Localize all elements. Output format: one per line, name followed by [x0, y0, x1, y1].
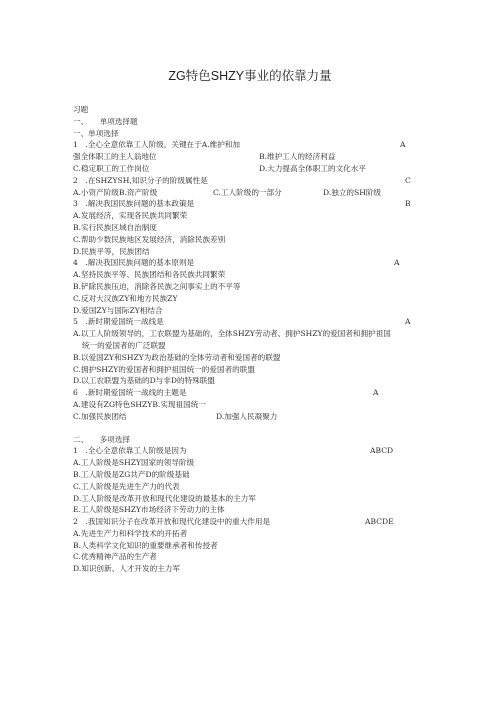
section-2-header: 二、 多项选择 — [73, 434, 130, 444]
multi-question-2-option-d: D.知识创新、人才开发的主力军 — [73, 564, 180, 574]
document-body — [73, 104, 440, 575]
multi-question-2-option-c: C.优秀精神产品的生产者 — [73, 552, 157, 562]
question-3-stem: 3 .解决我国民族问题的基本政策是 — [73, 199, 195, 209]
multi-question-1-option-e: E.工人阶级是SHZY市场经济下劳动力的主体 — [73, 505, 225, 515]
question-2-option-c: C.工人阶级的一部分 — [213, 187, 282, 197]
question-2-answer: C — [405, 175, 411, 185]
question-5-answer: A — [405, 317, 411, 327]
section-spacer — [73, 423, 440, 434]
question-2-stem: 2 .在SHZYSH,知识分子的阶级属性是 — [73, 175, 208, 185]
question-3-option-d: D.民族平等，民族团结 — [73, 246, 150, 256]
question-4-option-c: C.反对大汉族ZY和地方民族ZY — [73, 293, 178, 303]
multi-question-2 — [73, 516, 440, 528]
question-5-stem: 5 .新时期爱国统一战线是 — [73, 317, 164, 327]
question-6-stem: 6 .新时期爱国统一战线的主题是 — [73, 388, 187, 398]
question-1-option-a-cont: 强全体职工的主人翁地位 — [73, 152, 157, 162]
question-4-option-d: D.爱国ZY与国际ZY相结合 — [73, 305, 163, 315]
question-5-option-d: D.以工农联盟为基础的D与非D的特殊联盟 — [73, 376, 215, 386]
question-2-option-ab: A.小资产阶级B.资产阶级 — [73, 187, 158, 197]
question-4-option-b: B.铲除民族压迫，消除各民族之间事实上的不平等 — [73, 281, 241, 291]
question-6-answer: A — [373, 388, 379, 398]
multi-question-1 — [73, 445, 440, 457]
question-5-option-a-cont: 统一的爱国者的广泛联盟 — [82, 340, 166, 350]
question-2-option-d: D.独立的SH阶级 — [323, 187, 382, 197]
question-6-options-cd — [73, 411, 440, 423]
multi-question-1-answer: ABCD — [370, 446, 394, 456]
multi-question-1-option-d: D.工人阶级是改革开放和现代化建设的最基本的主力军 — [73, 493, 256, 503]
question-6-option-ab: A.建设有ZG特色SHZYB.实现祖国统一 — [73, 399, 206, 409]
multi-question-2-stem: 2 .我国知识分子在改革开放和现代化建设中的重大作用是 — [73, 517, 271, 527]
multi-question-2-answer: ABCDE — [365, 517, 394, 527]
question-4 — [73, 257, 440, 269]
question-1-stem: 1 .全心全意依靠工人阶级，关键在于A.维护和加 — [73, 140, 241, 150]
multi-question-1-option-a: A.工人阶级是SHZY国家的领导阶级 — [73, 458, 195, 468]
question-1-answer: A — [400, 140, 406, 150]
multi-question-1-stem: 1 .全心全意依靠工人阶级是因为 — [73, 446, 187, 456]
question-2-options — [73, 187, 440, 199]
question-3-answer: B — [405, 199, 411, 209]
question-5-option-a: A.以工人阶级领导的，工农联盟为基础的，全体SHZY劳动者、拥护SHZY的爱国者和拥护祖国 — [73, 329, 391, 339]
multi-question-1-option-c: C.工人阶级是先进生产力的代表 — [73, 481, 180, 491]
section-1-subheader: 一、单项选择 — [73, 128, 119, 138]
question-5 — [73, 316, 440, 328]
question-6 — [73, 387, 440, 399]
question-1 — [73, 139, 440, 151]
multi-question-2-option-a: A.先进生产力和科学技术的开拓者 — [73, 528, 188, 538]
exercise-label: 习题 — [73, 105, 89, 114]
question-5-option-c: C.拥护SHZY的爱国者和拥护祖国统一的爱国者的联盟 — [73, 364, 255, 374]
question-2 — [73, 175, 440, 187]
question-1-row-a — [73, 151, 440, 163]
question-6-option-d: D.加强人民凝聚力 — [216, 411, 278, 421]
question-3-option-a: A.发展经济，实现各民族共同繁荣 — [73, 211, 188, 221]
question-3-option-b: B.实行民族区域自治制度 — [73, 222, 157, 232]
question-1-option-d: D.大力提高全体职工的文化水平 — [259, 163, 366, 173]
question-6-option-c: C.加强民族团结 — [73, 411, 127, 421]
question-3-option-c: C.帮助少数民族地区发展经济，消除民族差别 — [73, 234, 226, 244]
question-5-option-b: B.以爱国ZY和SHZY为政治基础的全体劳动者和爱国者的联盟 — [73, 352, 281, 362]
question-1-row-b — [73, 163, 440, 175]
section-1-header: 一、 单项选择题 — [73, 116, 138, 126]
question-4-answer: A — [394, 258, 400, 268]
multi-question-2-option-b: B.人类科学文化知识的重要继承者和传授者 — [73, 540, 218, 550]
page-title: ZG特色SHZY事业的依靠力量 — [168, 69, 332, 83]
multi-question-1-option-b: B.工人阶级是ZG共产D的阶级基础 — [73, 469, 190, 479]
question-1-option-c: C.稳定职工的工作岗位 — [73, 163, 150, 173]
question-1-option-b: B.维护工人的经济利益 — [259, 152, 336, 162]
question-3 — [73, 198, 440, 210]
question-4-option-a: A.坚持民族平等、民族团结和各民族共同繁荣 — [73, 270, 226, 280]
question-4-stem: 4 .解决我国民族问题的基本原则是 — [73, 258, 195, 268]
